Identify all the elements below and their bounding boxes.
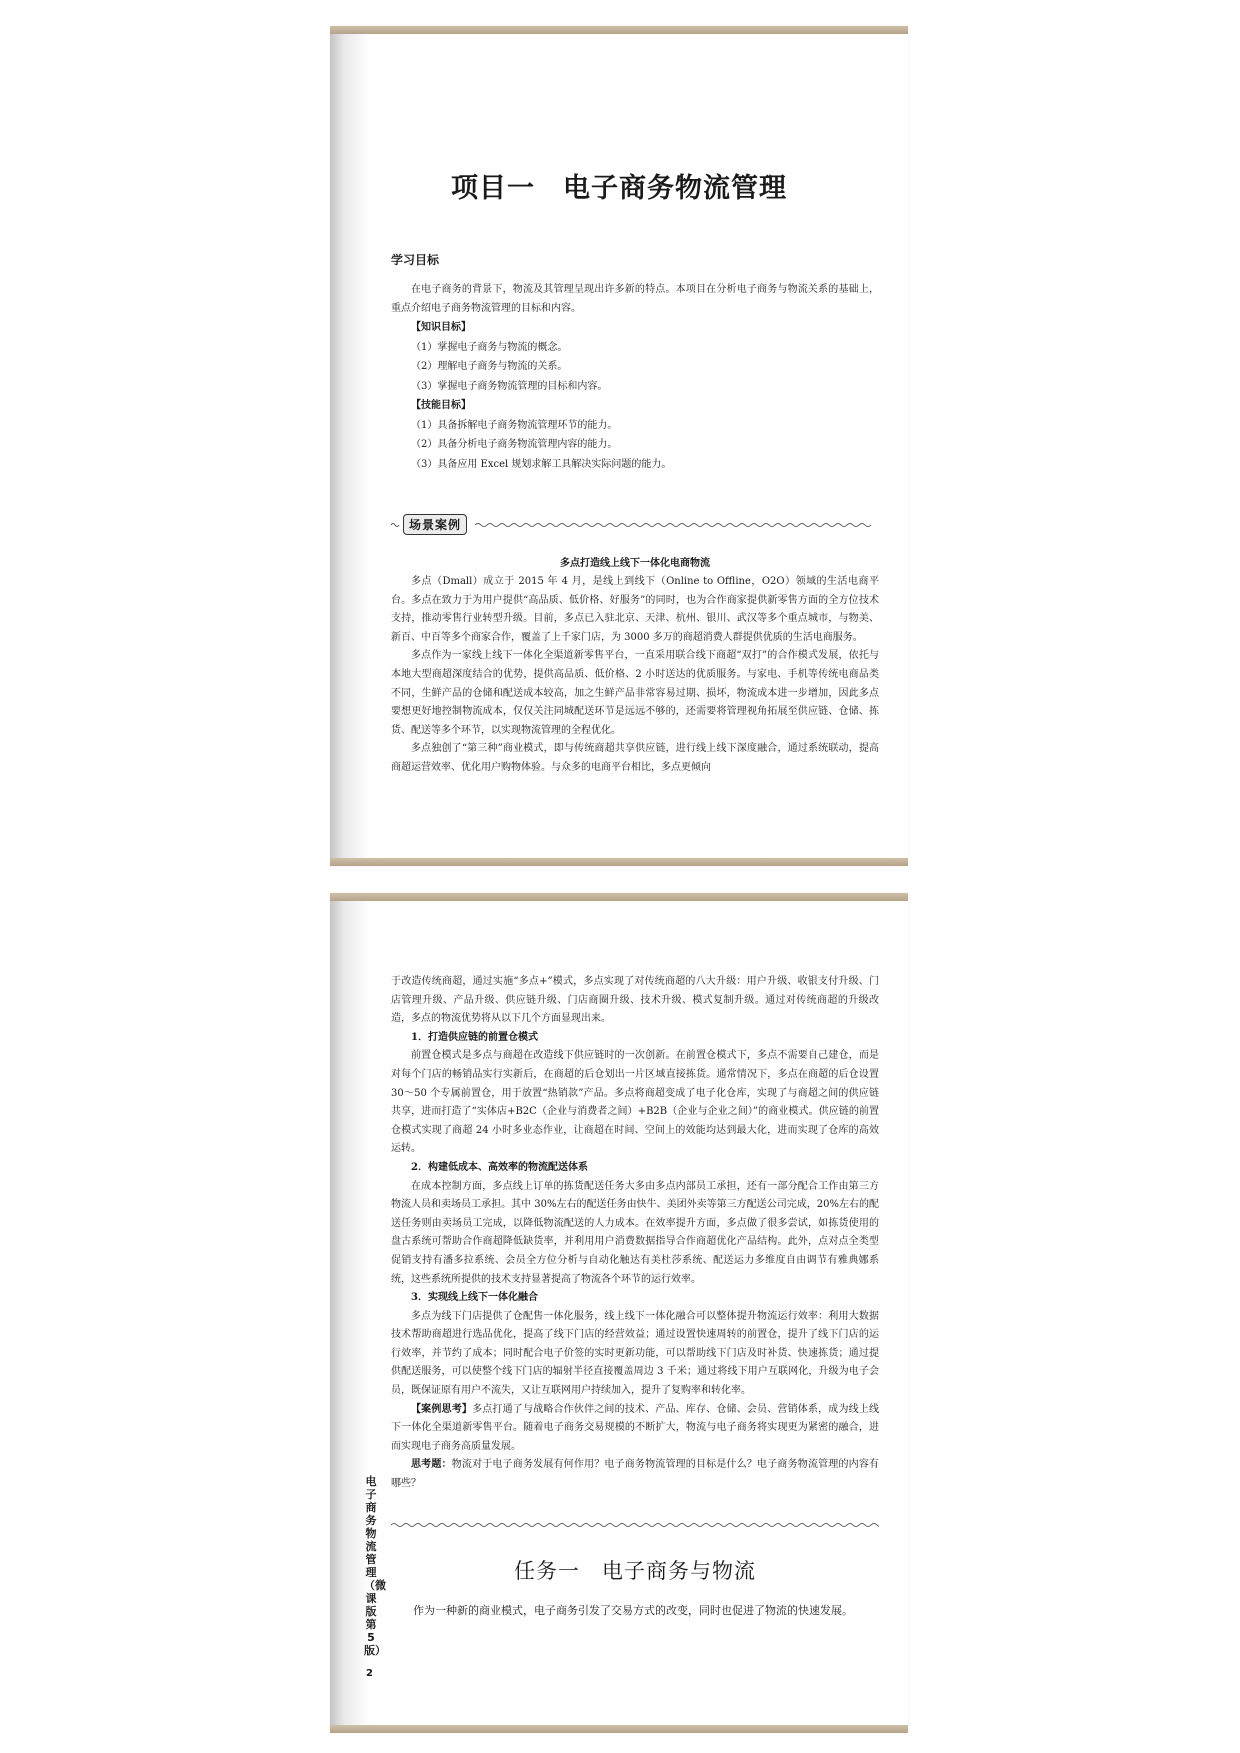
- learning-heading: 学习目标: [391, 253, 440, 267]
- running-side-title: 电子商务物流管理（微课版 第5版）: [364, 1475, 388, 1657]
- page-bottom-edge: [330, 858, 908, 866]
- learning-objectives: [391, 251, 879, 268]
- knowledge-item: （2）理解电子商务与物流的关系。: [411, 361, 568, 373]
- task-title: 任务一 电子商务与物流: [514, 1559, 756, 1583]
- section-paragraph: 在成本控制方面，多点线上订单的拣货配送任务大多由多点内部员工承担，还有一部分配合工作由第三方物流人员和卖场员工承担。其中 30%左右的配送任务由快牛、美团外卖等第三方配送公司完成，20%左右的配送任务则由卖场员工完成，以降低物流配送的人力成本。在效率提升方面，多点做了很多尝试，如拣货使用的盘古系统可帮助合作商超降低缺货率，并利用用户消费数据指导合作商超优化产品结构。此外，点对点全类型促销支持有潘多拉系统、会员全方位分析与自动化触达有美杜莎系统、配送运力多维度自由调节有雅典娜系统，这些系统所提供的技术支持显著提高了物流各个环节的运行效率。: [391, 1180, 879, 1285]
- chapter-title: 项目一 电子商务物流管理: [451, 173, 787, 204]
- case-thought-paragraph: [391, 1401, 879, 1457]
- intro-paragraph: 在电子商务的背景下，物流及其管理呈现出许多新的特点。本项目在分析电子商务与物流关系的基础上，重点介绍电子商务物流管理的目标和内容。: [391, 284, 879, 314]
- book-page-1: [330, 26, 908, 866]
- page-top-edge: [330, 26, 908, 34]
- section-paragraph: 多点为线下门店提供了仓配售一体化服务，线上线下一体化融合可以整体提升物流运行效率：利用大数据技术帮助商超进行选品优化，提高了线下门店的经营效益；通过设置快速周转的前置仓，提升了线下门店的运行效率，并节约了成本；同时配合电子价签的实时更新功能，可以帮助线下门店及时补货、快速拣货；通过提供配送服务，可以使整个线下门店的辐射半径直接覆盖周边 3 千米；通过将线下用户互联网化，升级为电子会员，既保证原有用户不流失，又让互联网用户持续加入，提升了复购率和转化率。: [391, 1310, 879, 1397]
- continued-paragraph: 于改造传统商超，通过实施“多点+”模式，多点实现了对传统商超的八大升级：用户升级、收银支付升级、门店管理升级、产品升级、供应链升级、门店商圈升级、技术升级、模式复制升级。通过对传统商超的升级改造，多点的物流优势将从以下几个方面显现出来。: [391, 976, 879, 1025]
- case-body: [391, 554, 879, 569]
- section-paragraph: 前置仓模式是多点与商超在改造线下供应链时的一次创新。在前置仓模式下，多点不需要自己建仓，而是对每个门店的畅销品实行实新后，在商超的后仓划出一片区域直接拣货。通常情况下，多点在商超的后仓设置 30～50 个专属前置仓，用于放置“热销款”产品。多点将商超变成了电子化仓库，实现了与商超之间的供应链共享，进而打造了“实体店+B2C（企业与消费者之间）+B2B（企业与企业之间）”的商业模式。供应链的前置仓模式实现了商超 24 小时多业态作业，让商超在时间、空间上的效能均达到最大化，进而实现了仓库的高效运转。: [391, 1050, 879, 1155]
- knowledge-heading: 【知识目标】: [411, 322, 471, 334]
- case-title: 多点打造线上线下一体化电商物流: [560, 558, 710, 569]
- page-bottom-edge: [330, 1725, 908, 1733]
- section-heading: 3．实现线上线下一体化融合: [411, 1292, 538, 1304]
- question-text: 物流对于电子商务发展有何作用？电子商务物流管理的目标是什么？电子商务物流管理的内容有哪些？: [391, 1459, 880, 1490]
- case-paragraph: 多点（Dmall）成立于 2015 年 4 月，是线上到线下（Online to Offline，O2O）领域的生活电商平台。多点在致力于为用户提供“高品质、低价格、好服务”的同时，也为合作商家提供新零售方面的全方位技术支持，推动零售行业转型升级。目前，多点已入驻北京、天津、杭州、银川、武汉等多个重点城市，与物美、新百、中百等多个商家合作，覆盖了上千家门店，为 3000 多万的商超消费人群提供优质的生活电商服务。: [391, 576, 879, 643]
- objectives-body: [391, 281, 879, 474]
- case-banner: [391, 513, 879, 537]
- page2-body: [391, 973, 879, 1494]
- knowledge-item: （1）掌握电子商务与物流的概念。: [411, 341, 568, 353]
- case-thought-text: 多点打通了与战略合作伙伴之间的技术、产品、库存、仓储、会员、营销体系，成为线上线下一体化全渠道新零售平台。随着电子商务交易规模的不断扩大，物流与电子商务将实现更为紧密的融合，进而实现电子商务高质量发展。: [391, 1403, 880, 1452]
- case-paragraph: 多点作为一家线上线下一体化全渠道新零售平台，一直采用联合线下商超“双打”的合作模式发展，依托与本地大型商超深度结合的优势，提供高品质、低价格、2 小时送达的优质服务。与家电、手机等传统电商品类不同，生鲜产品的仓储和配送成本较高，加之生鲜产品非常容易过期、损坏，物流成本进一步增加，因此多点要想更好地控制物流成本，仅仅关注同城配送环节是远远不够的，还需要将管理视角拓展至供应链、仓储、拣货、配送等多个环节，以实现物流管理的全程优化。: [391, 650, 879, 736]
- knowledge-item: （3）掌握电子商务物流管理的目标和内容。: [411, 380, 608, 392]
- case-badge: 场景案例: [403, 514, 467, 535]
- task-intro-block: [391, 1601, 879, 1620]
- skill-item: （3）具备应用 Excel 规划求解工具解决实际问题的能力。: [411, 458, 672, 470]
- question-paragraph: [391, 1456, 879, 1493]
- case-paragraph: 多点独创了“第三种”商业模式，即与传统商超共享供应链，进行线上线下深度融合，通过系统联动，提高商超运营效率、优化用户购物体验。与众多的电商平台相比，多点更倾向: [391, 743, 879, 773]
- case-thought-label: 【案例思考】: [411, 1403, 473, 1415]
- page-top-edge: [330, 893, 908, 901]
- question-label: 思考题：: [411, 1459, 452, 1471]
- wavy-divider: [391, 1521, 879, 1529]
- skill-heading: 【技能目标】: [411, 400, 471, 412]
- section-heading: 1．打造供应链的前置仓模式: [411, 1031, 538, 1043]
- case-paragraphs: [391, 573, 879, 778]
- task-heading-block: [391, 1555, 879, 1585]
- section-heading: 2．构建低成本、高效率的物流配送体系: [411, 1161, 588, 1173]
- skill-item: （2）具备分析电子商务物流管理内容的能力。: [411, 439, 618, 451]
- page-number: 2: [366, 1668, 373, 1679]
- skill-item: （1）具备拆解电子商务物流管理环节的能力。: [411, 419, 618, 431]
- task-intro: 作为一种新的商业模式，电子商务引发了交易方式的改变，同时也促进了物流的快速发展。: [413, 1604, 853, 1617]
- page-binding-shadow: [330, 34, 370, 858]
- book-page-2: [330, 893, 908, 1733]
